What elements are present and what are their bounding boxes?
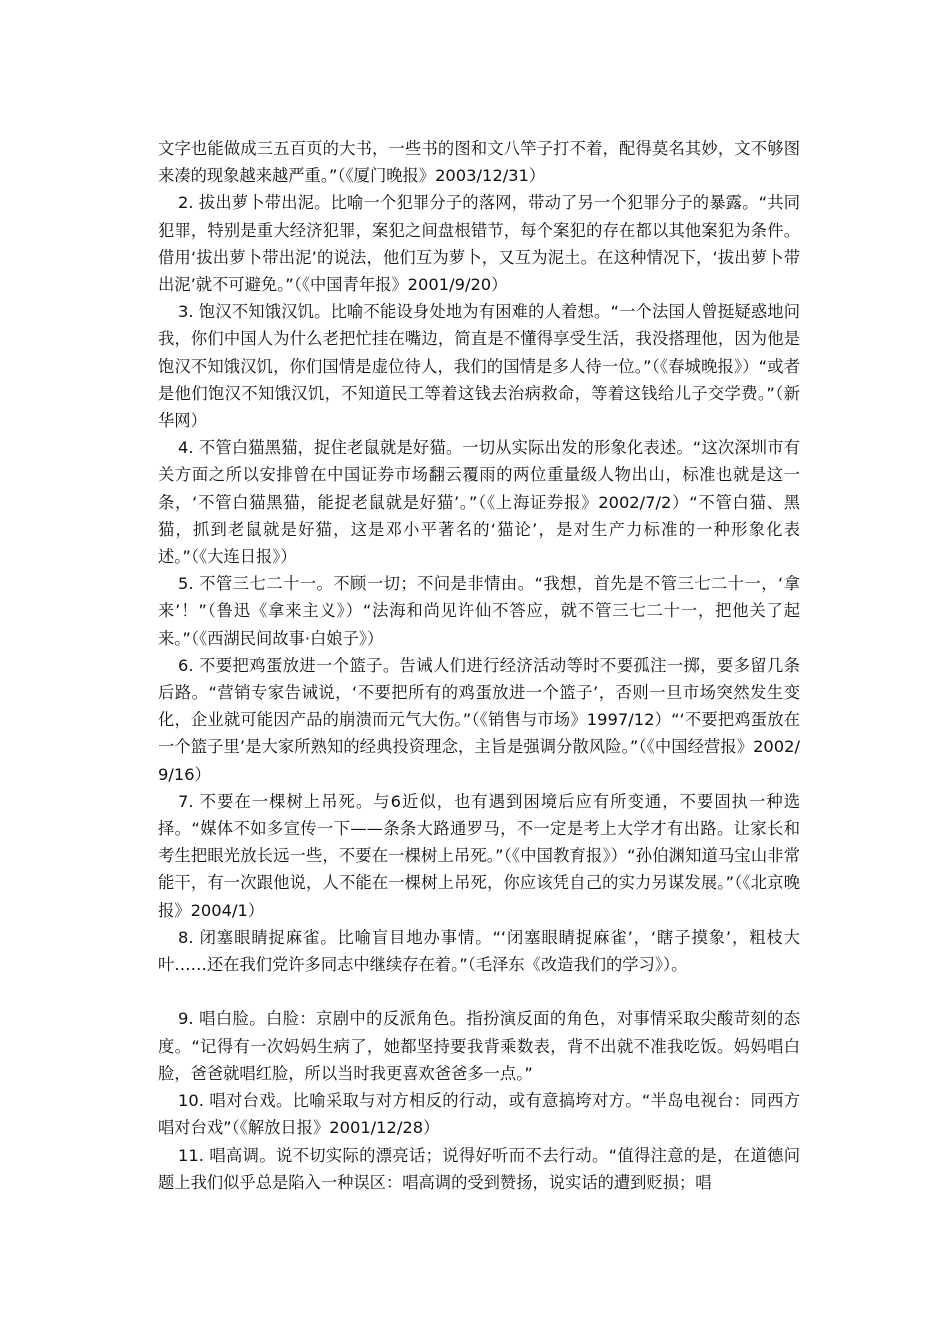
paragraph-item-6: 6. 不要把鸡蛋放进一个篮子。告诫人们进行经济活动等时不要孤注一掷，要多留几条后路。“营销专家告诫说，‘不要把所有的鸡蛋放进一个篮子’，否则一旦市场突然发生变化，企业就可能因产品的崩溃而元气大伤。”（《销售与市场》1997/12）“‘不要把鸡蛋放在一个篮子里’是大家所熟知的经典投资理念，主旨是强调分散风险。”（《中国经营报》2002/9/16） <box>158 655 800 784</box>
blank-line <box>158 978 800 1005</box>
paragraph-item-3: 3. 饱汉不知饿汉饥。比喻不能设身处地为有困难的人着想。“一个法国人曾挺疑惑地问我，你们中国人为什么老把忙挂在嘴边，简直是不懂得享受生活，我没搭理他，因为他是饱汉不知饿汉饥，你们国情是虚位待人，我们的国情是多人待一位。”（《春城晚报》）“或者是他们饱汉不知饿汉饥，不知道民工等着这钱去治病救命，等着这钱给儿子交学费。”（新华网） <box>158 302 800 431</box>
paragraph-item-2: 2. 拔出萝卜带出泥。比喻一个犯罪分子的落网，带动了另一个犯罪分子的暴露。“共同犯罪，特别是重大经济犯罪，案犯之间盘根错节，每个案犯的存在都以其他案犯为条件。借用‘拔出萝卜带出泥’的说法，他们互为萝卜，又互为泥土。在这种情况下，‘拔出萝卜带出泥’就不可避免。”（《中国青年报》2001/9/20） <box>158 193 800 295</box>
paragraph-continuation: 文字也能做成三五百页的大书，一些书的图和文八竿子打不着，配得莫名其妙，文不够图来凑的现象越来越严重。”（《厦门晚报》2003/12/31） <box>158 139 800 186</box>
paragraph-item-11: 11. 唱高调。说不切实际的漂亮话；说得好听而不去行动。“值得注意的是，在道德问题上我们似乎总是陷入一种误区：唱高调的受到赞扬，说实话的遭到贬损；唱 <box>158 1145 800 1192</box>
paragraph-item-4: 4. 不管白猫黑猫，捉住老鼠就是好猫。一切从实际出发的形象化表述。“这次深圳市有关方面之所以安排曾在中国证券市场翻云覆雨的两位重量级人物出山，标准也就是这一条，‘不管白猫黑猫，能捉老鼠就是好猫’。”（《上海证券报》2002/7/2）“不管白猫、黑猫，抓到老鼠就是好猫，这是邓小平著名的‘猫论’，是对生产力标准的一种形象化表述。”（《大连日报》） <box>158 438 800 567</box>
paragraph-item-10: 10. 唱对台戏。比喻采取与对方相反的行动，或有意搞垮对方。“半岛电视台：同西方唱对台戏”（《解放日报》2001/12/28） <box>158 1091 800 1138</box>
paragraph-item-9: 9. 唱白脸。白脸：京剧中的反派角色。指扮演反面的角色，对事情采取尖酸苛刻的态度。“记得有一次妈妈生病了，她都坚持要我背乘数表，背不出就不准我吃饭。妈妈唱白脸，爸爸就唱红脸，所以当时我更喜欢爸爸多一点。” <box>158 1009 800 1083</box>
paragraph-item-7: 7. 不要在一棵树上吊死。与6近似，也有遇到困境后应有所变通，不要固执一种选择。“媒体不如多宣传一下——条条大路通罗马，不一定是考上大学才有出路。让家长和考生把眼光放长远一些，不要在一棵树上吊死。”（《中国教育报》）“孙伯渊知道马宝山非常能干，有一次跟他说，人不能在一棵树上吊死，你应该凭自己的实力另谋发展。”（《北京晚报》2004/1） <box>158 791 800 920</box>
paragraph-item-8: 8. 闭塞眼睛捉麻雀。比喻盲目地办事情。“‘闭塞眼睛捉麻雀’，‘瞎子摸象’，粗枝大叶……还在我们党许多同志中继续存在着。”（毛泽东《改造我们的学习》）。 <box>158 927 800 975</box>
paragraph-item-5: 5. 不管三七二十一。不顾一切；不问是非情由。“我想，首先是不管三七二十一，‘拿来’！”（鲁迅《拿来主义》）“法海和尚见许仙不答应，就不管三七二十一，把他关了起来。”（《西湖民间故事·白娘子》） <box>158 574 800 648</box>
document-page <box>158 135 800 1196</box>
